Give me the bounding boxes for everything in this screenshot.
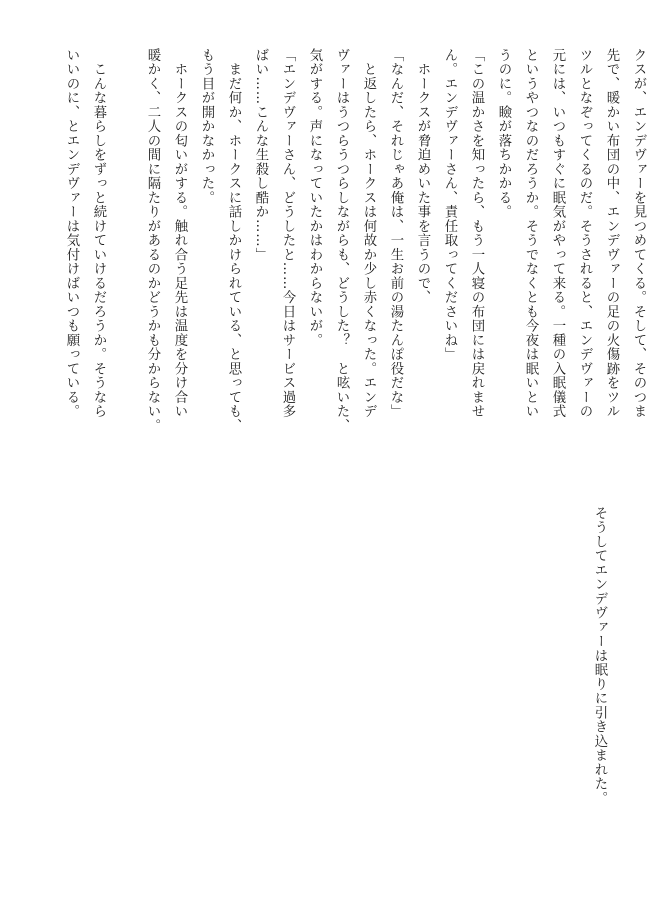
text-column-10: 「なんだ、それじゃあ俺は、一生お前の湯たんぽ役だな」 <box>388 48 403 419</box>
text-column-16: まだ何か、ホークスに話しかけられている、と思っても、 <box>226 48 241 433</box>
text-column-3: ツルとなぞってくるのだ。そうされると、エンデヴァーの <box>577 48 592 419</box>
text-column-8: ん。エンデヴァーさん、責任取ってくださいね」 <box>442 48 457 362</box>
text-column-17: もう目が開かなかった。 <box>199 48 214 205</box>
closing-line: そうしてエンデヴァーは眠りに引き込まれた。 <box>592 506 607 806</box>
text-column-21: こんな暮らしをずっと続けていけるだろうか。そうなら <box>91 48 106 419</box>
text-column-1: クスが、エンデヴァーを見つめてくる。そして、そのつま <box>631 48 646 419</box>
text-column-5: というやつなのだろうか。そうでなくとも今夜は眠いとい <box>523 48 538 419</box>
text-column-14: 「エンデヴァーさん、どうしたと……今日はサービス過多 <box>280 48 295 419</box>
text-column-15: ばい……こんな生殺し酷か……」 <box>253 48 268 262</box>
text-column-4: 元には、いつもすぐに眠気がやって来る。一種の入眠儀式 <box>550 48 565 419</box>
text-column-12: ヴァーはうつらうつらしながらも、どうした？ と呟いた、 <box>334 48 349 433</box>
text-column-9: ホークスが脅迫めいた事を言うので、 <box>415 48 430 305</box>
text-column-2: 先で、暖かい布団の中、エンデヴァーの足の火傷跡をツル <box>604 48 619 419</box>
text-column-7: 「この温かさを知ったら、もう一人寝の布団には戻れませ <box>469 48 484 419</box>
text-column-19: 暖かく、二人の間に隔たりがあるのかどうかも分からない。 <box>145 48 160 433</box>
text-column-13: 気がする。声になっていたかはわからないが。 <box>307 48 322 348</box>
text-column-11: と返したら、ホークスは何故か少し赤くなった。エンデ <box>361 48 376 419</box>
text-column-22: いいのに、とエンデヴァーは気付けばいつも願っている。 <box>64 48 79 419</box>
text-column-6: うのに。瞼が落ちかかる。 <box>496 48 511 219</box>
text-column-18: ホークスの匂いがする。触れ合う足先は温度を分け合い <box>172 48 187 419</box>
